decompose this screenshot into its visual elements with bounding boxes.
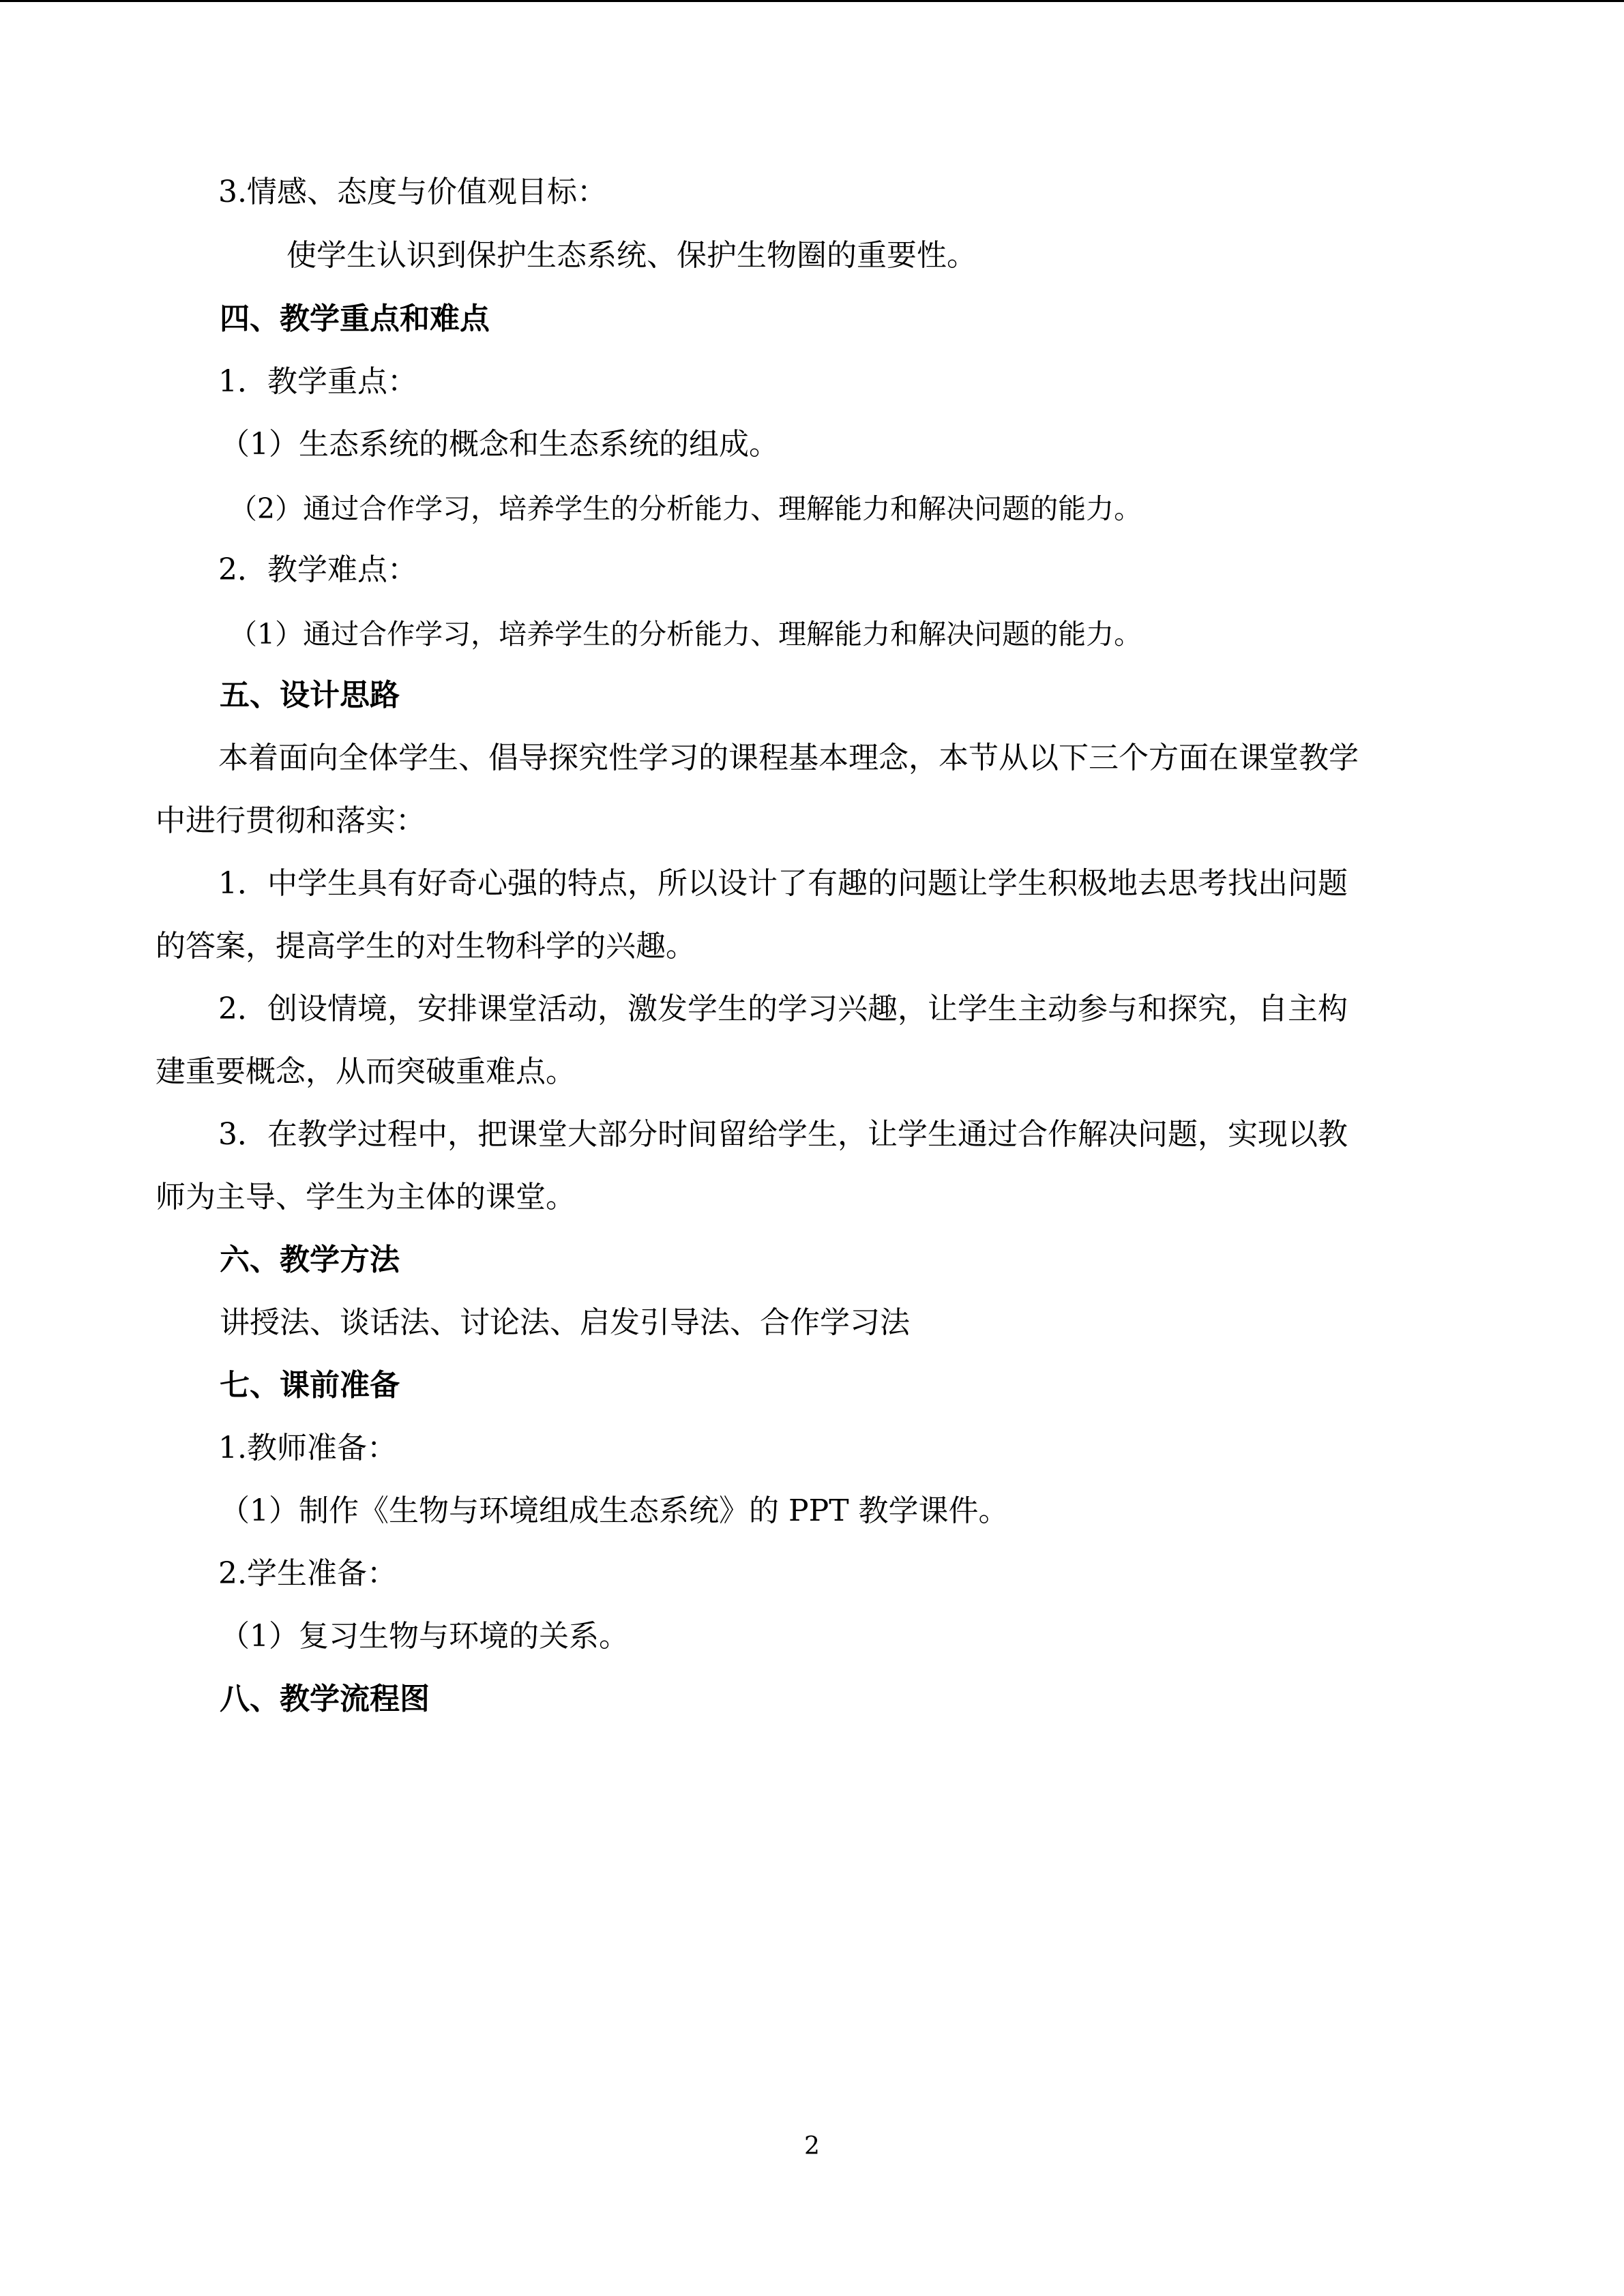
- key-point-1: （1）生态系统的概念和生态系统的组成。: [220, 427, 779, 462]
- section-heading-preparation: 七、课前准备: [220, 1368, 400, 1403]
- section-heading-design-ideas: 五、设计思路: [220, 678, 400, 713]
- student-preparation-heading: 2.学生准备：: [218, 1556, 397, 1591]
- design-intro-line-1: 本着面向全体学生、倡导探究性学习的课程基本理念，本节从以下三个方面在课堂教学: [218, 741, 1359, 775]
- design-point-3-line-2: 师为主导、学生为主体的课堂。: [156, 1180, 576, 1214]
- teacher-preparation-heading: 1.教师准备：: [218, 1431, 397, 1465]
- design-point-2-line-2: 建重要概念，从而突破重难点。: [156, 1054, 576, 1089]
- design-point-1-line-2: 的答案，提高学生的对生物科学的兴趣。: [156, 929, 696, 964]
- student-preparation-item-1: （1）复习生物与环境的关系。: [220, 1619, 629, 1654]
- difficult-point-1: （1）通过合作学习，培养学生的分析能力、理解能力和解决问题的能力。: [229, 618, 1142, 651]
- section-heading-key-points: 四、教学重点和难点: [220, 301, 490, 336]
- design-intro-line-2: 中进行贯彻和落实：: [156, 803, 426, 838]
- section-heading-teaching-methods: 六、教学方法: [220, 1242, 400, 1277]
- section-heading-flowchart: 八、教学流程图: [220, 1682, 430, 1716]
- key-point-2: （2）通过合作学习，培养学生的分析能力、理解能力和解决问题的能力。: [229, 492, 1142, 525]
- difficult-points-heading: 2．教学难点：: [218, 552, 417, 587]
- design-point-3-line-1: 3．在教学过程中，把课堂大部分时间留给学生，让学生通过合作解决问题，实现以教: [218, 1117, 1348, 1152]
- design-point-1-line-1: 1．中学生具有好奇心强的特点，所以设计了有趣的问题让学生积极地去思考找出问题: [218, 866, 1348, 901]
- design-point-2-line-1: 2．创设情境，安排课堂活动，激发学生的学习兴趣，让学生主动参与和探究，自主构: [218, 992, 1348, 1026]
- teacher-preparation-item-1: （1）制作《生物与环境组成生态系统》的 PPT 教学课件。: [220, 1493, 1009, 1528]
- teaching-methods-text: 讲授法、谈话法、讨论法、启发引导法、合作学习法: [220, 1305, 910, 1340]
- objective-3-text: 使学生认识到保护生态系统、保护生物圈的重要性。: [286, 238, 977, 273]
- page-number: 2: [804, 2132, 820, 2160]
- page-top-border: [0, 0, 1624, 2]
- key-points-heading: 1．教学重点：: [218, 364, 417, 399]
- objective-3-heading: 3.情感、态度与价值观目标：: [218, 175, 607, 209]
